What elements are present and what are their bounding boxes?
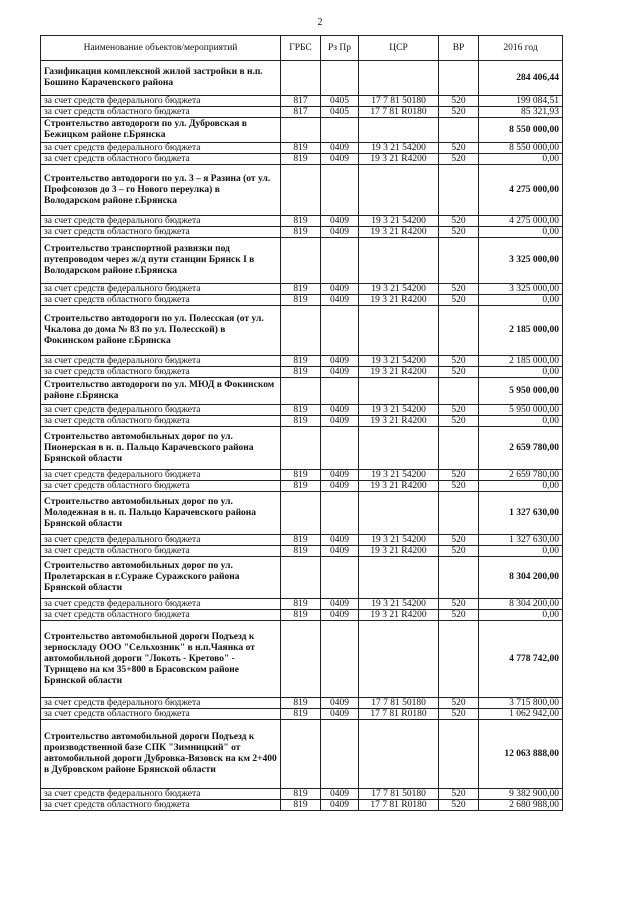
grbs-code: 819 xyxy=(281,800,321,811)
amount: 2 680 988,00 xyxy=(479,800,563,811)
rzpr-code: 0409 xyxy=(321,227,359,238)
object-name: Строительство автомобильной дороги Подъезд к зерноскладу ООО "Сельхозник" в н.п.Чаянка от автомобильной дороги "Локоть - Кретово" - Турищево на км 35+800 в Брасовском районе Брянской области xyxy=(41,621,281,698)
object-csr xyxy=(359,557,439,599)
object-vr xyxy=(439,118,479,143)
amount: 4 275 000,00 xyxy=(479,216,563,227)
grbs-code: 819 xyxy=(281,216,321,227)
funding-row xyxy=(41,800,563,811)
funding-row xyxy=(41,698,563,709)
csr-code: 17 7 81 50180 xyxy=(359,698,439,709)
funding-row xyxy=(41,546,563,557)
page-number: 2 xyxy=(317,17,323,28)
funding-source: за счет средств областного бюджета xyxy=(41,107,281,118)
object-vr xyxy=(439,427,479,470)
object-rzpr xyxy=(321,427,359,470)
grbs-code: 819 xyxy=(281,481,321,492)
funding-row xyxy=(41,96,563,107)
object-grbs xyxy=(281,427,321,470)
csr-code: 19 3 21 R4200 xyxy=(359,546,439,557)
funding-source: за счет средств областного бюджета xyxy=(41,295,281,306)
object-vr xyxy=(439,238,479,284)
vr-code: 520 xyxy=(439,295,479,306)
object-grbs xyxy=(281,118,321,143)
object-vr xyxy=(439,621,479,698)
object-csr xyxy=(359,238,439,284)
object-csr xyxy=(359,61,439,96)
funding-row xyxy=(41,470,563,481)
funding-row xyxy=(41,405,563,416)
grbs-code: 819 xyxy=(281,143,321,154)
funding-row xyxy=(41,610,563,621)
vr-code: 520 xyxy=(439,470,479,481)
object-name: Строительство автодороги по ул. Дубровская в Бежицком районе г.Брянска xyxy=(41,118,281,143)
object-grbs xyxy=(281,306,321,356)
rzpr-code: 0409 xyxy=(321,546,359,557)
object-name: Строительство автомобильной дороги Подъезд к производственной базе СПК "Зимницкий" от автомобильной дороги Дубровка-Вязовск на км 2+400 в Дубровском районе Брянской области xyxy=(41,720,281,789)
rzpr-code: 0409 xyxy=(321,295,359,306)
rzpr-code: 0405 xyxy=(321,107,359,118)
grbs-code: 819 xyxy=(281,416,321,427)
amount: 9 382 900,00 xyxy=(479,789,563,800)
object-row xyxy=(41,720,563,789)
grbs-code: 819 xyxy=(281,284,321,295)
object-grbs xyxy=(281,557,321,599)
funding-source: за счет средств областного бюджета xyxy=(41,481,281,492)
grbs-code: 819 xyxy=(281,599,321,610)
object-row xyxy=(41,61,563,96)
grbs-code: 819 xyxy=(281,698,321,709)
grbs-code: 819 xyxy=(281,535,321,546)
object-name: Строительство автодороги по ул. Полесская (от ул. Чкалова до дома № 83 по ул. Полесской) в Фокинском районе г.Брянска xyxy=(41,306,281,356)
amount: 0,00 xyxy=(479,154,563,165)
rzpr-code: 0409 xyxy=(321,284,359,295)
amount: 0,00 xyxy=(479,481,563,492)
object-total: 8 304 200,00 xyxy=(479,557,563,599)
rzpr-code: 0409 xyxy=(321,800,359,811)
header-rzpr: Рз Пр xyxy=(321,36,359,61)
header-vr: ВР xyxy=(439,36,479,61)
csr-code: 17 7 81 R0180 xyxy=(359,709,439,720)
object-grbs xyxy=(281,165,321,216)
rzpr-code: 0409 xyxy=(321,709,359,720)
rzpr-code: 0405 xyxy=(321,96,359,107)
object-total: 8 550 000,00 xyxy=(479,118,563,143)
vr-code: 520 xyxy=(439,610,479,621)
object-row xyxy=(41,621,563,698)
grbs-code: 819 xyxy=(281,154,321,165)
object-name: Строительство автодороги по ул. 3 – я Разина (от ул. Профсоюзов до 3 – го Нового переулка) в Володарском районе г.Брянска xyxy=(41,165,281,216)
grbs-code: 819 xyxy=(281,295,321,306)
funding-row xyxy=(41,356,563,367)
object-name: Строительство автомобильных дорог по ул. Пролетарская в г.Сураже Суражского района Брянской области xyxy=(41,557,281,599)
funding-source: за счет средств областного бюджета xyxy=(41,610,281,621)
amount: 5 950 000,00 xyxy=(479,405,563,416)
funding-row xyxy=(41,367,563,378)
amount: 0,00 xyxy=(479,546,563,557)
object-rzpr xyxy=(321,118,359,143)
funding-source: за счет средств федерального бюджета xyxy=(41,216,281,227)
rzpr-code: 0409 xyxy=(321,599,359,610)
csr-code: 19 3 21 54200 xyxy=(359,143,439,154)
object-rzpr xyxy=(321,306,359,356)
rzpr-code: 0409 xyxy=(321,143,359,154)
csr-code: 19 3 21 R4200 xyxy=(359,416,439,427)
funding-source: за счет средств федерального бюджета xyxy=(41,535,281,546)
funding-source: за счет средств областного бюджета xyxy=(41,154,281,165)
funding-source: за счет средств федерального бюджета xyxy=(41,143,281,154)
funding-source: за счет средств федерального бюджета xyxy=(41,96,281,107)
object-total: 4 275 000,00 xyxy=(479,165,563,216)
vr-code: 520 xyxy=(439,535,479,546)
amount: 0,00 xyxy=(479,227,563,238)
object-row xyxy=(41,118,563,143)
object-name: Строительство автомобильных дорог по ул. Пионерская в н. п. Пальцо Карачевского района Брянской области xyxy=(41,427,281,470)
vr-code: 520 xyxy=(439,367,479,378)
object-vr xyxy=(439,557,479,599)
object-name: Строительство транспортной развязки под путепроводом через ж/д пути станции Брянск I в Володарском районе г.Брянска xyxy=(41,238,281,284)
csr-code: 19 3 21 54200 xyxy=(359,284,439,295)
funding-row xyxy=(41,284,563,295)
csr-code: 19 3 21 54200 xyxy=(359,535,439,546)
object-vr xyxy=(439,165,479,216)
object-row xyxy=(41,165,563,216)
funding-row xyxy=(41,154,563,165)
object-vr xyxy=(439,492,479,535)
funding-source: за счет средств федерального бюджета xyxy=(41,599,281,610)
rzpr-code: 0409 xyxy=(321,698,359,709)
grbs-code: 819 xyxy=(281,610,321,621)
object-row xyxy=(41,306,563,356)
object-row xyxy=(41,492,563,535)
object-rzpr xyxy=(321,492,359,535)
funding-row xyxy=(41,295,563,306)
csr-code: 19 3 21 54200 xyxy=(359,356,439,367)
object-vr xyxy=(439,378,479,405)
rzpr-code: 0409 xyxy=(321,789,359,800)
vr-code: 520 xyxy=(439,481,479,492)
object-total: 1 327 630,00 xyxy=(479,492,563,535)
object-csr xyxy=(359,118,439,143)
vr-code: 520 xyxy=(439,416,479,427)
grbs-code: 819 xyxy=(281,227,321,238)
object-name: Строительство автодороги по ул. МЮД в Фокинском районе г.Брянска xyxy=(41,378,281,405)
funding-source: за счет средств федерального бюджета xyxy=(41,356,281,367)
funding-row xyxy=(41,535,563,546)
rzpr-code: 0409 xyxy=(321,470,359,481)
csr-code: 19 3 21 R4200 xyxy=(359,481,439,492)
budget-table xyxy=(40,35,563,811)
vr-code: 520 xyxy=(439,698,479,709)
object-total: 284 406,44 xyxy=(479,61,563,96)
vr-code: 520 xyxy=(439,284,479,295)
csr-code: 17 7 81 R0180 xyxy=(359,800,439,811)
object-csr xyxy=(359,378,439,405)
object-csr xyxy=(359,720,439,789)
amount: 3 325 000,00 xyxy=(479,284,563,295)
amount: 1 062 942,00 xyxy=(479,709,563,720)
grbs-code: 819 xyxy=(281,709,321,720)
funding-row xyxy=(41,599,563,610)
rzpr-code: 0409 xyxy=(321,405,359,416)
funding-source: за счет средств областного бюджета xyxy=(41,367,281,378)
grbs-code: 819 xyxy=(281,367,321,378)
csr-code: 19 3 21 54200 xyxy=(359,599,439,610)
funding-source: за счет средств федерального бюджета xyxy=(41,470,281,481)
amount: 2 659 780,00 xyxy=(479,470,563,481)
object-rzpr xyxy=(321,557,359,599)
object-grbs xyxy=(281,621,321,698)
rzpr-code: 0409 xyxy=(321,367,359,378)
grbs-code: 819 xyxy=(281,789,321,800)
amount: 1 327 630,00 xyxy=(479,535,563,546)
vr-code: 520 xyxy=(439,96,479,107)
funding-row xyxy=(41,416,563,427)
header-year: 2016 год xyxy=(479,36,563,61)
vr-code: 520 xyxy=(439,709,479,720)
vr-code: 520 xyxy=(439,599,479,610)
funding-source: за счет средств федерального бюджета xyxy=(41,698,281,709)
funding-source: за счет средств областного бюджета xyxy=(41,709,281,720)
object-grbs xyxy=(281,720,321,789)
csr-code: 19 3 21 54200 xyxy=(359,470,439,481)
object-grbs xyxy=(281,492,321,535)
rzpr-code: 0409 xyxy=(321,356,359,367)
vr-code: 520 xyxy=(439,405,479,416)
funding-row xyxy=(41,789,563,800)
object-csr xyxy=(359,621,439,698)
object-row xyxy=(41,557,563,599)
csr-code: 19 3 21 R4200 xyxy=(359,295,439,306)
object-rzpr xyxy=(321,720,359,789)
funding-source: за счет средств областного бюджета xyxy=(41,416,281,427)
object-total: 5 950 000,00 xyxy=(479,378,563,405)
object-total: 12 063 888,00 xyxy=(479,720,563,789)
amount: 199 084,51 xyxy=(479,96,563,107)
object-csr xyxy=(359,306,439,356)
rzpr-code: 0409 xyxy=(321,216,359,227)
object-csr xyxy=(359,165,439,216)
funding-source: за счет средств федерального бюджета xyxy=(41,789,281,800)
header-grbs: ГРБС xyxy=(281,36,321,61)
object-vr xyxy=(439,306,479,356)
amount: 0,00 xyxy=(479,416,563,427)
csr-code: 19 3 21 54200 xyxy=(359,216,439,227)
object-total: 2 659 780,00 xyxy=(479,427,563,470)
grbs-code: 819 xyxy=(281,546,321,557)
funding-source: за счет средств областного бюджета xyxy=(41,800,281,811)
object-rzpr xyxy=(321,238,359,284)
vr-code: 520 xyxy=(439,107,479,118)
vr-code: 520 xyxy=(439,789,479,800)
amount: 8 304 200,00 xyxy=(479,599,563,610)
amount: 3 715 800,00 xyxy=(479,698,563,709)
vr-code: 520 xyxy=(439,216,479,227)
funding-row xyxy=(41,481,563,492)
object-csr xyxy=(359,492,439,535)
object-rzpr xyxy=(321,165,359,216)
vr-code: 520 xyxy=(439,154,479,165)
object-grbs xyxy=(281,61,321,96)
table-body xyxy=(41,61,563,811)
grbs-code: 819 xyxy=(281,470,321,481)
grbs-code: 817 xyxy=(281,96,321,107)
grbs-code: 817 xyxy=(281,107,321,118)
funding-row xyxy=(41,143,563,154)
object-rzpr xyxy=(321,61,359,96)
object-csr xyxy=(359,427,439,470)
header-name: Наименование объектов/мероприятий xyxy=(41,36,281,61)
funding-source: за счет средств федерального бюджета xyxy=(41,405,281,416)
amount: 8 550 000,00 xyxy=(479,143,563,154)
csr-code: 19 3 21 R4200 xyxy=(359,154,439,165)
vr-code: 520 xyxy=(439,546,479,557)
csr-code: 19 3 21 R4200 xyxy=(359,367,439,378)
object-total: 3 325 000,00 xyxy=(479,238,563,284)
amount: 0,00 xyxy=(479,610,563,621)
csr-code: 17 7 81 50180 xyxy=(359,96,439,107)
object-row xyxy=(41,427,563,470)
table-header-row xyxy=(41,36,563,61)
object-total: 4 778 742,00 xyxy=(479,621,563,698)
amount: 2 185 000,00 xyxy=(479,356,563,367)
grbs-code: 819 xyxy=(281,405,321,416)
vr-code: 520 xyxy=(439,227,479,238)
amount: 0,00 xyxy=(479,367,563,378)
rzpr-code: 0409 xyxy=(321,416,359,427)
object-grbs xyxy=(281,378,321,405)
csr-code: 17 7 81 R0180 xyxy=(359,107,439,118)
object-row xyxy=(41,238,563,284)
funding-source: за счет средств областного бюджета xyxy=(41,227,281,238)
header-csr: ЦСР xyxy=(359,36,439,61)
object-vr xyxy=(439,720,479,789)
funding-source: за счет средств федерального бюджета xyxy=(41,284,281,295)
funding-row xyxy=(41,107,563,118)
vr-code: 520 xyxy=(439,800,479,811)
funding-source: за счет средств областного бюджета xyxy=(41,546,281,557)
csr-code: 19 3 21 R4200 xyxy=(359,610,439,621)
amount: 0,00 xyxy=(479,295,563,306)
rzpr-code: 0409 xyxy=(321,535,359,546)
amount: 85 321,93 xyxy=(479,107,563,118)
rzpr-code: 0409 xyxy=(321,154,359,165)
csr-code: 19 3 21 54200 xyxy=(359,405,439,416)
object-name: Газификация комплексной жилой застройки в н.п. Бошино Карачевского района xyxy=(41,61,281,96)
csr-code: 19 3 21 R4200 xyxy=(359,227,439,238)
funding-row xyxy=(41,709,563,720)
rzpr-code: 0409 xyxy=(321,481,359,492)
vr-code: 520 xyxy=(439,143,479,154)
object-rzpr xyxy=(321,378,359,405)
object-name: Строительство автомобильных дорог по ул. Молодежная в н. п. Пальцо Карачевского района Брянской области xyxy=(41,492,281,535)
grbs-code: 819 xyxy=(281,356,321,367)
object-total: 2 185 000,00 xyxy=(479,306,563,356)
vr-code: 520 xyxy=(439,356,479,367)
object-grbs xyxy=(281,238,321,284)
rzpr-code: 0409 xyxy=(321,610,359,621)
funding-row xyxy=(41,227,563,238)
funding-row xyxy=(41,216,563,227)
object-row xyxy=(41,378,563,405)
csr-code: 17 7 81 50180 xyxy=(359,789,439,800)
object-vr xyxy=(439,61,479,96)
object-rzpr xyxy=(321,621,359,698)
